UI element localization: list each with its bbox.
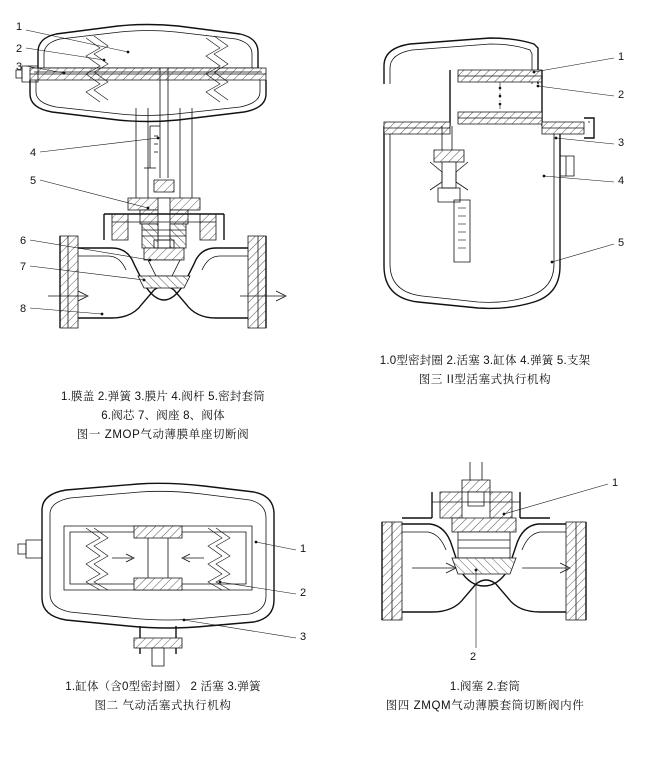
callout-label: 7 <box>20 261 27 273</box>
figure-four-drawing <box>336 462 636 672</box>
callout-label: 5 <box>618 237 625 249</box>
caption-line: 1.膜盖 2.弹簧 3.膜片 4.阀杆 5.密封套筒 <box>61 391 265 403</box>
figure-three-drawing <box>338 26 638 346</box>
callout-label: 1 <box>16 21 23 33</box>
figure-two-caption <box>8 678 318 716</box>
cage-valve-body-assembly <box>382 462 586 620</box>
figure-two-callouts <box>183 541 307 643</box>
diaphragm-cover-assembly <box>16 25 266 122</box>
figure-four-svg <box>336 462 636 672</box>
figure-two-drawing <box>8 470 318 670</box>
caption-line: 1.0型密封圈 2.活塞 3.缸体 4.弹簧 5.支架 <box>379 355 591 367</box>
figure-title: 图二 气动活塞式执行机构 <box>94 699 232 712</box>
callout-label: 1 <box>612 477 619 489</box>
callout-label: 2 <box>470 651 477 663</box>
callout-label: 3 <box>618 137 625 149</box>
figure-three-svg <box>338 26 638 346</box>
callout-label: 3 <box>300 631 307 643</box>
figure-three-callouts <box>533 51 625 263</box>
callout-label: 4 <box>618 175 625 187</box>
figure-title: 图一 ZMOP气动薄膜单座切断阀 <box>76 428 250 441</box>
callout-label: 2 <box>16 43 23 55</box>
valve-stem-and-yoke <box>136 68 192 198</box>
figure-four-caption <box>330 678 640 716</box>
figure-one-svg <box>8 8 318 368</box>
cylinder-actuator-assembly <box>384 38 594 308</box>
figure-title: 图四 ZMQM气动薄膜套筒切断阀内件 <box>385 699 585 712</box>
caption-line: 1.缸体（含0型密封圈） 2 活塞 3.弹簧 <box>65 681 261 693</box>
figure-one-drawing <box>8 8 318 368</box>
callout-label: 2 <box>300 587 307 599</box>
figure-three-caption <box>330 352 640 390</box>
callout-label: 1 <box>300 543 307 555</box>
callout-label: 2 <box>618 89 625 101</box>
callout-label: 8 <box>20 303 27 315</box>
callout-label: 4 <box>30 147 37 159</box>
callout-label: 5 <box>30 175 37 187</box>
figure-title: 图三 II型活塞式执行机构 <box>418 373 552 386</box>
callout-label: 1 <box>618 51 625 63</box>
figure-two-svg <box>8 470 318 670</box>
caption-line: 6.阀芯 7、阀座 8、阀体 <box>101 409 225 422</box>
figure-one-caption <box>8 388 318 445</box>
valve-body-and-trim <box>48 236 286 328</box>
callout-label: 3 <box>16 61 23 73</box>
caption-line: 1.阀塞 2.套筒 <box>449 681 521 693</box>
callout-label: 6 <box>20 235 27 247</box>
piston-actuator-assembly <box>18 483 274 666</box>
